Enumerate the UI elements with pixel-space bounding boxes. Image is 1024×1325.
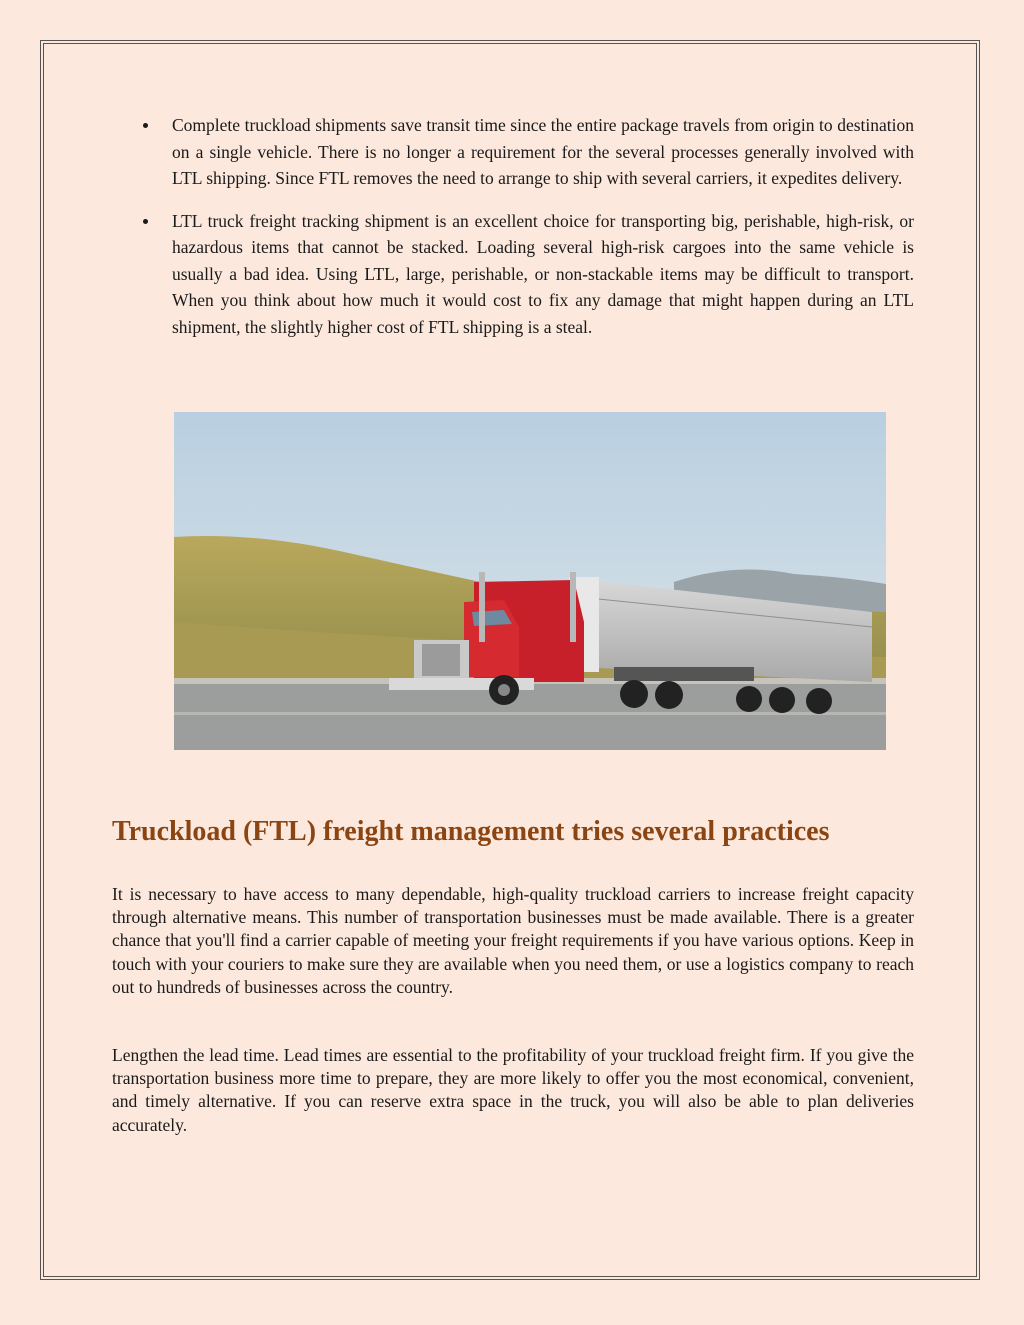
bullet-list: [112, 112, 914, 356]
section-heading: Truckload (FTL) freight management tries several practices: [112, 816, 830, 847]
bullet-icon: [143, 219, 148, 224]
paragraph: It is necessary to have access to many dependable, high-quality truckload carriers to increase freight capacity through alternative means. This number of transportation businesses must be made available. There is a greater chance that you'll find a carrier capable of meeting your freight requirements if you have various options. Keep in touch with your couriers to make sure they are available when you need them, or use a logistics company to reach out to hundreds of businesses across the country.: [112, 884, 914, 997]
bullet-icon: [143, 123, 148, 128]
truck-photo: [174, 412, 886, 750]
paragraph: Lengthen the lead time. Lead times are essential to the profitability of your truckload freight firm. If you give the transportation business more time to prepare, they are more likely to offer you the most economical, convenient, and timely alternative. If you can reserve extra space in the truck, you will also be able to plan deliveries accurately.: [112, 1045, 914, 1135]
list-item: [112, 208, 914, 341]
bullet-text: Complete truckload shipments save transit time since the entire package travels from origin to destination on a single vehicle. There is no longer a requirement for the several processes generally involved with LTL shipping. Since FTL removes the need to arrange to ship with several carriers, it expedites delivery.: [172, 115, 914, 188]
list-item: [112, 112, 914, 192]
bullet-text: LTL truck freight tracking shipment is an excellent choice for transporting big, perishable, high-risk, or hazardous items that cannot be stacked. Loading several high-risk cargoes into the same vehicle is usually a bad idea. Using LTL, large, perishable, or non-stackable items may be difficult to transport. When you think about how much it would cost to fix any damage that might happen during an LTL shipment, the slightly higher cost of FTL shipping is a steal.: [172, 210, 914, 337]
